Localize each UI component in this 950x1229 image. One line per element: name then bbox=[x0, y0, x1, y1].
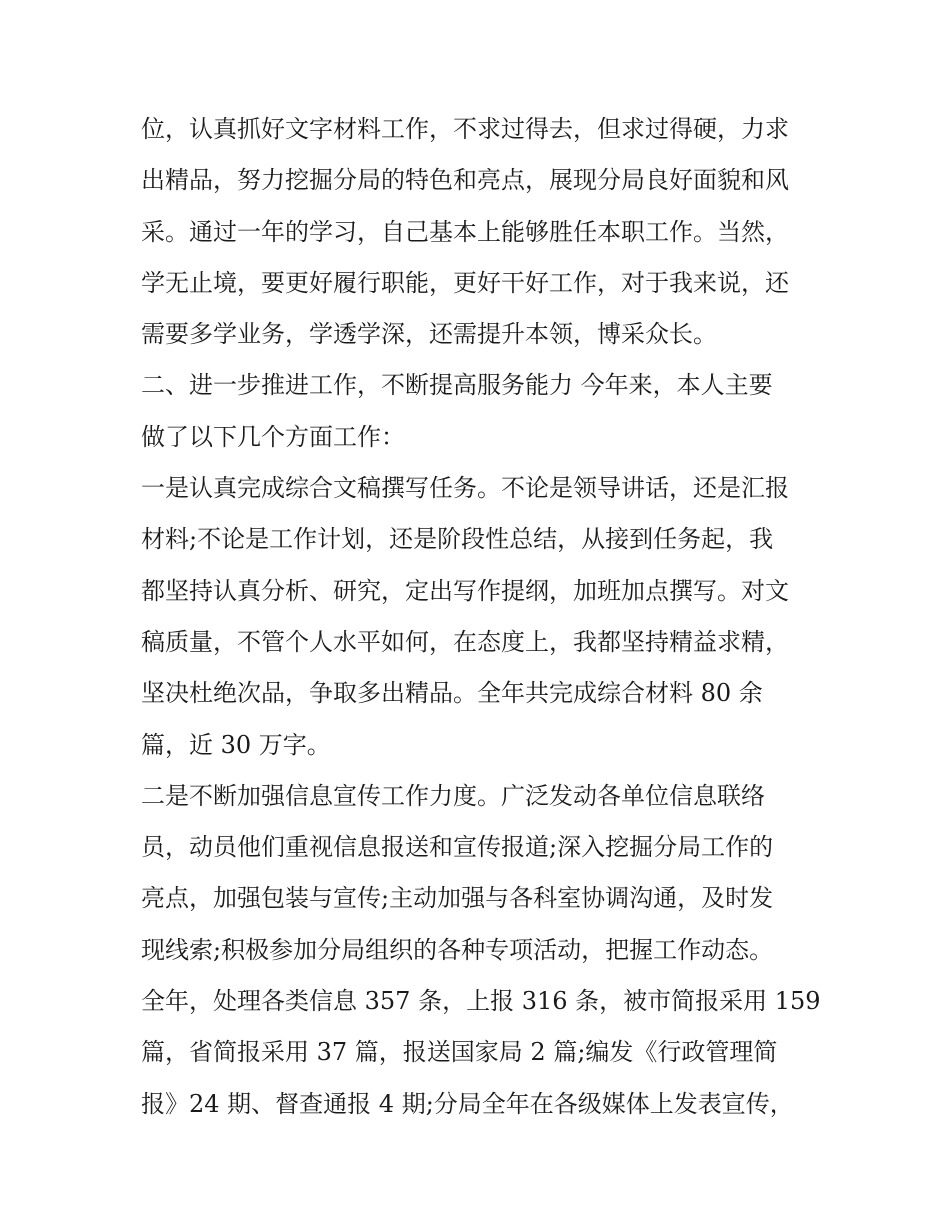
text-line: 出精品，努力挖掘分局的特色和亮点，展现分局良好面貌和风 bbox=[141, 166, 789, 195]
text-line: 一是认真完成综合文稿撰写任务。不论是领导讲话，还是汇报 bbox=[141, 474, 789, 503]
text-line: 坚决杜绝次品，争取多出精品。全年共完成综合材料 80 余 bbox=[141, 679, 763, 708]
text-line: 做了以下几个方面工作： bbox=[141, 422, 405, 451]
text-line: 篇，省简报采用 37 篇，报送国家局 2 篇;编发《行政管理简 bbox=[141, 1038, 778, 1067]
text-line: 采。通过一年的学习，自己基本上能够胜任本职工作。当然， bbox=[141, 217, 789, 246]
text-line: 亮点，加强包装与宣传;主动加强与各科室协调沟通，及时发 bbox=[141, 884, 774, 913]
text-line: 稿质量，不管个人水平如何，在态度上，我都坚持精益求精， bbox=[141, 627, 789, 656]
text-line: 篇，近 30 万字。 bbox=[141, 730, 331, 759]
section-heading-line: 二、进一步推进工作，不断提高服务能力 今年来，本人主要 bbox=[141, 371, 773, 400]
text-line: 都坚持认真分析、研究，定出写作提纲，加班加点撰写。对文 bbox=[141, 576, 789, 605]
text-line: 员，动员他们重视信息报送和宣传报道;深入挖掘分局工作的 bbox=[141, 833, 774, 862]
body-text bbox=[141, 104, 821, 1130]
text-line: 需要多学业务，学透学深，还需提升本领，博采众长。 bbox=[141, 320, 717, 349]
text-line: 现线索;积极参加分局组织的各种专项活动，把握工作动态。 bbox=[141, 935, 774, 964]
text-line: 学无止境，要更好履行职能，更好干好工作，对于我来说，还 bbox=[141, 268, 789, 297]
text-line: 报》24 期、督查通报 4 期;分局全年在各级媒体上发表宣传， bbox=[141, 1089, 794, 1118]
text-line: 全年，处理各类信息 357 条，上报 316 条，被市简报采用 159 bbox=[141, 987, 821, 1016]
text-line: 位，认真抓好文字材料工作，不求过得去，但求过得硬，力求 bbox=[141, 115, 789, 143]
text-line: 二是不断加强信息宣传工作力度。广泛发动各单位信息联络 bbox=[141, 781, 765, 810]
text-line: 材料;不论是工作计划，还是阶段性总结，从接到任务起，我 bbox=[141, 525, 774, 554]
